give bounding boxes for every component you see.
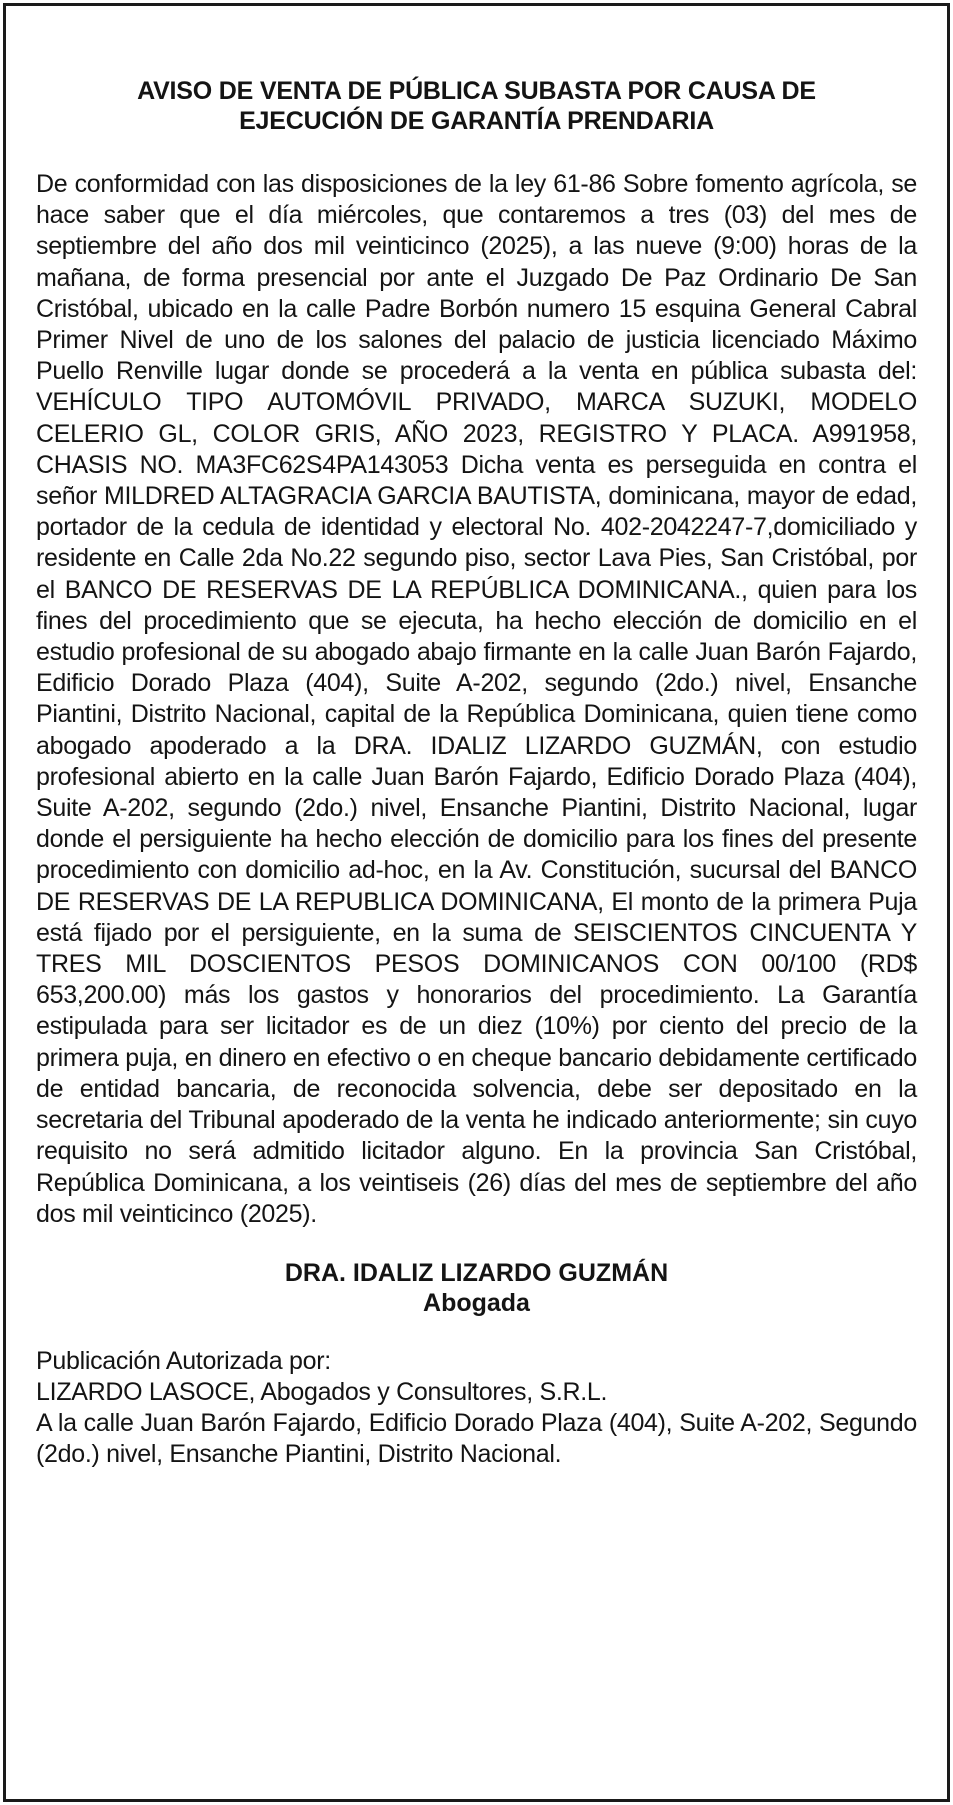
signature-role: Abogada — [423, 1288, 530, 1317]
notice-body: De conformidad con las disposiciones de la ley 61-86 Sobre fomento agrícola, se hace saber que el día miércoles, que contaremos a tres (03) del mes de septiembre del año dos mil veinticinco (2025), a las nueve (9:00) horas de la mañana, de forma presencial por ante el Juzgado De Paz Ordinario De San Cristóbal, ubicado en la calle Padre Borbón numero 15 esquina General Cabral Primer Nivel de uno de los salones del palacio de justicia licenciado Máximo Puello Renville lugar donde se procederá a la venta en pública subasta del: VEHÍCULO TIPO AUTOMÓVIL PRIVADO, MARCA SUZUKI, MODELO CELERIO GL, COLOR GRIS, AÑO 2023, REGISTRO Y PLACA. A991958, CHASIS NO. MA3FC62S4PA143053 Dicha venta es perseguida en contra el señor MILDRED ALTAGRACIA GARCIA BAUTISTA, dominicana, mayor de edad, portador de la cedula de identidad y electoral No. 402-2042247-7,domiciliado y residente en Calle 2da No.22 segundo piso, sector Lava Pies, San Cristóbal, por el BANCO DE RESERVAS DE LA REPÚBLICA DOMINICANA., quien para los fines del procedimiento que se ejecuta, ha hecho elección de domicilio en el estudio profesional de su abogado abajo firmante en la calle Juan Barón Fajardo, Edificio Dorado Plaza (404), Suite A-202, segundo (2do.) nivel, Ensanche Piantini, Distrito Nacional, capital de la República Dominicana, quien tiene como abogado apoderado a la DRA. IDALIZ LIZARDO GUZMÁN, con estudio profesional abierto en la calle Juan Barón Fajardo, Edificio Dorado Plaza (404), Suite A-202, segundo (2do.) nivel, Ensanche Piantini, Distrito Nacional, lugar donde el persiguiente ha hecho elección de domicilio para los fines del presente procedimiento con domicilio ad-hoc, en la Av. Constitución, sucursal del BANCO DE RESERVAS DE LA REPUBLICA DOMINICANA, El monto de la primera Puja está fijado por el persiguiente, en la suma de SEISCIENTOS CINCUENTA Y TRES MIL DOSCIENTOS PESOS DOMINICANOS CON 00/100 (RD$ 653,200.00) más los gastos y honorarios del procedimiento. La Garantía estipulada para ser licitador es de un diez (10%) por ciento del precio de la primera puja, en dinero en efectivo o en cheque bancario debidamente certificado de entidad bancaria, de reconocida solvencia, debe ser depositado en la secretaria del Tribunal apoderado de la venta he indicado anteriormente; sin cuyo requisito no será admitido licitador alguno. En la provincia San Cristóbal, República Dominicana, a los veintiseis (26) días del mes de septiembre del año dos mil veinticinco (2025). — [36, 170, 917, 1228]
publication-address: A la calle Juan Barón Fajardo, Edificio Dorado Plaza (404), Suite A-202, Segundo (2do.) nivel, Ensanche Piantini, Distrito Nacional. — [36, 1408, 917, 1468]
title-line-1: AVISO DE VENTA DE PÚBLICA SUBASTA POR CAUSA DE — [137, 77, 816, 105]
publication-firm: LIZARDO LASOCE, Abogados y Consultores, S.R.L. — [36, 1377, 608, 1406]
notice-title — [36, 76, 917, 136]
title-line-2: EJECUCIÓN DE GARANTÍA PRENDARIA — [239, 107, 714, 135]
signature-block — [36, 1258, 917, 1318]
legal-notice — [3, 3, 950, 1802]
publication-label: Publicación Autorizada por: — [36, 1346, 331, 1375]
signature-name: DRA. IDALIZ LIZARDO GUZMÁN — [284, 1258, 669, 1287]
publication-block — [36, 1346, 917, 1470]
